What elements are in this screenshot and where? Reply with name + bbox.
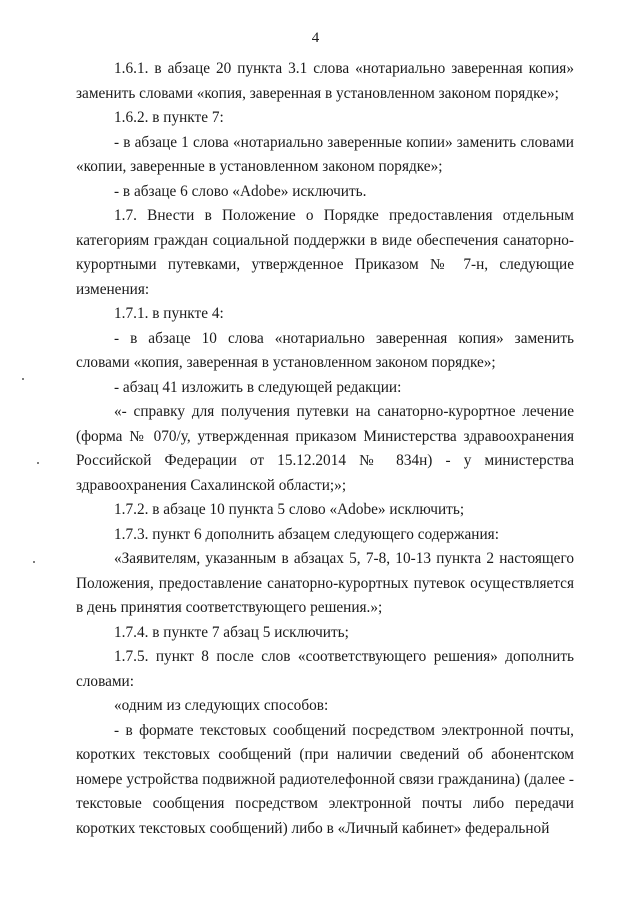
paragraph-quoted: «Заявителям, указанным в абзацах 5, 7-8, 10-13 пункта 2 настоящего Положения, предоставление санаторно-курортных путевок осуществляется в день принятия соответствующего решения.»;: [76, 550, 574, 616]
paragraph-item: - в абзаце 6 слово «Adobe» исключить.: [114, 182, 367, 200]
paragraph-1-7-5: 1.7.5. пункт 8 после слов «соответствующего решения» дополнить словами:: [76, 648, 574, 690]
scan-speck: [33, 561, 35, 563]
paragraph-1-7-4: 1.7.4. в пункте 7 абзац 5 исключить;: [114, 623, 349, 641]
paragraph-1-6-2: 1.6.2. в пункте 7:: [114, 109, 224, 126]
document-body: [76, 57, 574, 841]
scan-speck: [37, 462, 39, 464]
paragraph-1-7-3: 1.7.3. пункт 6 дополнить абзацем следующего содержания:: [114, 525, 499, 543]
paragraph-item: - в абзаце 1 слова «нотариально заверенные копии» заменить словами «копии, заверенные в установленном законом порядке»;: [76, 133, 574, 175]
scan-speck: [22, 378, 24, 380]
paragraph-1-7-2: 1.7.2. в абзаце 10 пункта 5 слово «Adobe» исключить;: [114, 501, 465, 518]
paragraph-item: - абзац 41 изложить в следующей редакции:: [114, 378, 402, 396]
paragraph-item: - в абзаце 10 слова «нотариально заверенная копия» заменить словами «копия, заверенная в установленном законом порядке»;: [76, 329, 574, 371]
paragraph-quoted: «- справку для получения путевки на санаторно-курортное лечение (форма № 070/у, утвержденная приказом Министерства здравоохранения Российской Федерации от 15.12.2014 № 834н) - у министерства здравоохранения Сахалинской области;»;: [76, 403, 574, 494]
paragraph-item: - в формате текстовых сообщений посредством электронной почты, коротких текстовых сообщений (при наличии сведений об абонентском номере устройства подвижной радиотелефонной связи гражданина) (далее - текстовые сообщения посредством электронной почты либо передачи коротких текстовых сообщений) либо в «Личный кабинет» федеральной: [76, 721, 574, 837]
page-number: 4: [311, 30, 320, 46]
paragraph-1-7: 1.7. Внести в Положение о Порядке предоставления отдельным категориям граждан социальной поддержки в виде обеспечения санаторно-курортными путевками, утвержденное Приказом № 7-н, следующие изменения:: [76, 207, 574, 298]
paragraph-1-6-1: 1.6.1. в абзаце 20 пункта 3.1 слова «нотариально заверенная копия» заменить словами «копия, заверенная в установленном законом порядке»;: [76, 60, 574, 102]
paragraph-1-7-1: 1.7.1. в пункте 4:: [114, 305, 224, 322]
paragraph-quoted: «одним из следующих способов:: [114, 697, 329, 714]
